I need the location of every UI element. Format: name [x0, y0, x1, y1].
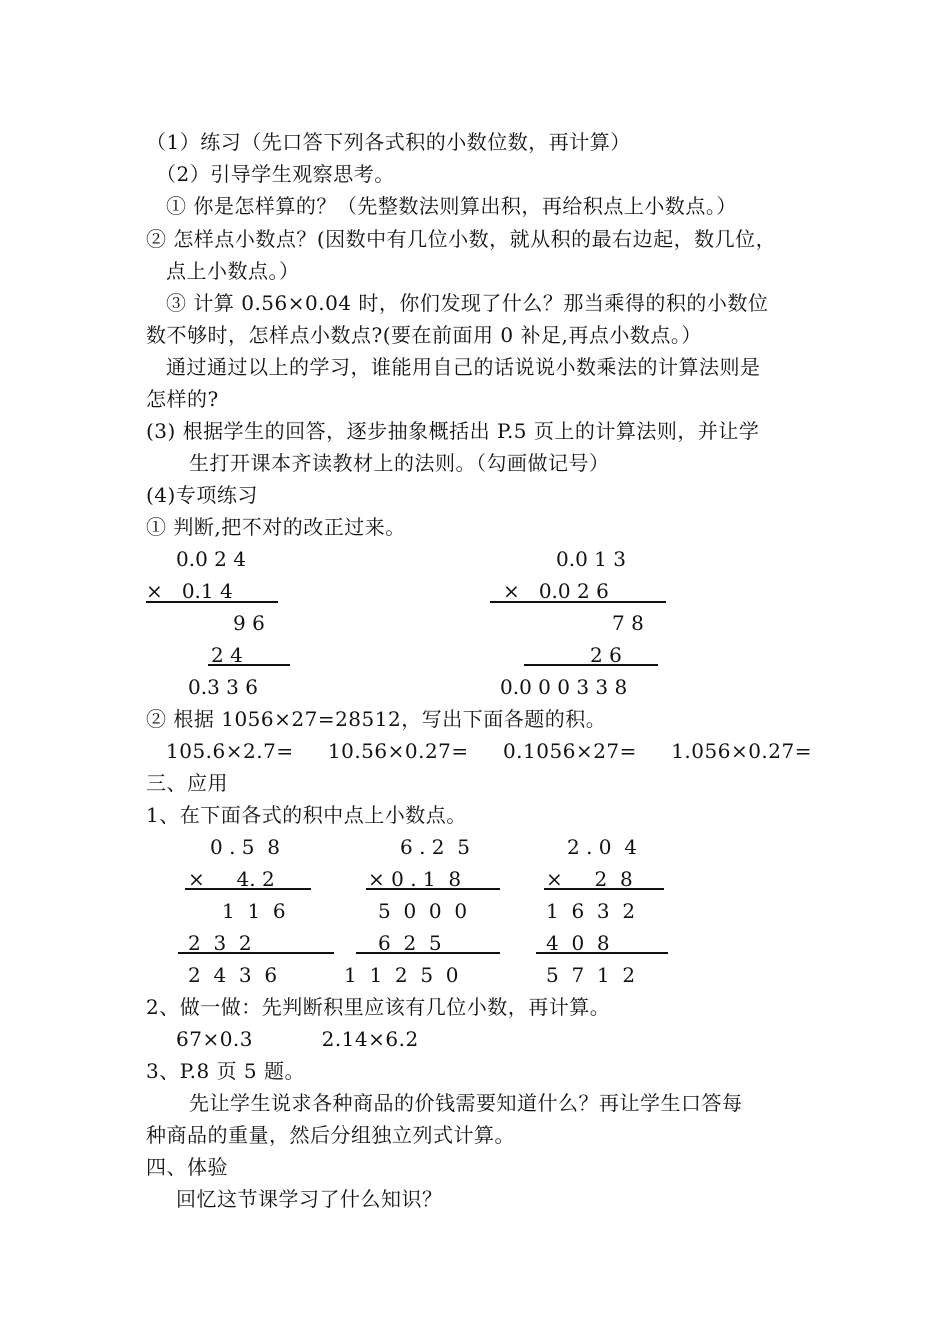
practice-3-line: (3) 根据学生的回答，逐步抽象概括出 P.5 页上的计算法则，并让学	[146, 419, 760, 443]
apply-a-rule-1	[185, 888, 311, 890]
question-2-line: ② 怎样点小数点？(因数中有几位小数，就从积的最右边起，数几位，	[146, 227, 777, 251]
question-2-cont-line: 点上小数点。）	[166, 259, 300, 283]
question-1-line: ① 你是怎样算的？（先整数法则算出积，再给积点上小数点。）	[166, 194, 737, 218]
apply-c-partial-2: 4 0 8	[546, 931, 610, 955]
apply-b-multiplicand: 6 . 2 5	[400, 835, 470, 859]
apply-a-multiplier: × 4. 2	[188, 867, 275, 891]
apply-c-partial-1: 1 6 3 2	[546, 899, 636, 923]
question-3-cont-line: 数不够时，怎样点小数点?(要在前面用 0 补足,再点小数点。）	[146, 323, 702, 347]
judge-b-multiplier: × 0.0 2 6	[503, 579, 609, 603]
apply-c-rule-1	[544, 888, 664, 890]
product-instruction: ② 根据 1056×27=28512，写出下面各题的积。	[146, 707, 607, 731]
apply-b-partial-2: 6 2 5	[378, 931, 442, 955]
apply-a-multiplicand: 0 . 5 8	[210, 835, 280, 859]
practice-4-heading: (4)专项练习	[146, 483, 258, 507]
section-experience-heading: 四、体验	[146, 1155, 228, 1179]
apply-c-multiplier: × 2 8	[546, 867, 633, 891]
section-apply-heading: 三、应用	[146, 771, 228, 795]
apply-2-instruction: 2、做一做：先判断积里应该有几位小数，再计算。	[146, 995, 611, 1019]
practice-2-line: （2）引导学生观察思考。	[156, 162, 395, 186]
judge-b-rule-1	[490, 601, 666, 603]
apply-c-product: 5 7 1 2	[546, 963, 636, 987]
judge-a-product: 0.3 3 6	[188, 675, 258, 699]
judge-a-multiplier: × 0.1 4	[146, 579, 233, 603]
apply-a-rule-2	[178, 952, 334, 954]
question-3-line: ③ 计算 0.56×0.04 时，你们发现了什么？那当乘得的积的小数位	[166, 291, 769, 315]
apply-c-multiplicand: 2 . 0 4	[567, 835, 637, 859]
summary-question-cont-line: 怎样的?	[146, 387, 219, 411]
judge-a-rule-1	[146, 601, 278, 603]
practice-1-line: （1）练习（先口答下列各式积的小数位数，再计算）	[146, 130, 631, 154]
summary-question-line: 通过通过以上的学习，谁能用自己的话说说小数乘法的计算法则是	[166, 355, 761, 379]
apply-3-description-cont: 种商品的重量，然后分组独立列式计算。	[146, 1123, 515, 1147]
apply-b-rule-2	[356, 952, 500, 954]
apply-b-multiplier: × 0 . 1 8	[368, 867, 462, 891]
apply-a-product: 2 4 3 6	[188, 963, 278, 987]
experience-question: 回忆这节课学习了什么知识？	[176, 1187, 443, 1211]
judge-a-rule-2	[208, 664, 290, 666]
apply-a-partial-2: 2 3 2	[188, 931, 252, 955]
judge-b-multiplicand: 0.0 1 3	[556, 547, 626, 571]
practice-3-cont-line: 生打开课本齐读教材上的法则。（勾画做记号）	[189, 451, 610, 475]
apply-3-description: 先让学生说求各种商品的价钱需要知道什么？再让学生口答每	[189, 1091, 743, 1115]
apply-1-instruction: 1、在下面各式的积中点上小数点。	[146, 803, 467, 827]
apply-c-rule-2	[536, 952, 668, 954]
apply-b-rule-1	[366, 888, 500, 890]
apply-2-exercises: 67×0.3 2.14×6.2	[176, 1027, 419, 1051]
judge-b-rule-2	[524, 664, 658, 666]
judge-a-partial-2: 2 4	[211, 643, 243, 667]
judge-b-partial-1: 7 8	[612, 611, 644, 635]
judge-a-multiplicand: 0.0 2 4	[176, 547, 246, 571]
apply-b-product: 1 1 2 5 0	[344, 963, 459, 987]
apply-3-instruction: 3、P.8 页 5 题。	[146, 1059, 306, 1083]
apply-a-partial-1: 1 1 6	[222, 899, 286, 923]
judge-a-partial-1: 9 6	[233, 611, 265, 635]
product-exercises: 105.6×2.7= 10.56×0.27= 0.1056×27= 1.056×0.27=	[166, 739, 812, 763]
judge-instruction: ① 判断,把不对的改正过来。	[146, 515, 406, 539]
apply-b-partial-1: 5 0 0 0	[378, 899, 468, 923]
judge-b-partial-2: 2 6	[590, 643, 622, 667]
judge-b-product: 0.0 0 0 3 3 8	[500, 675, 628, 699]
